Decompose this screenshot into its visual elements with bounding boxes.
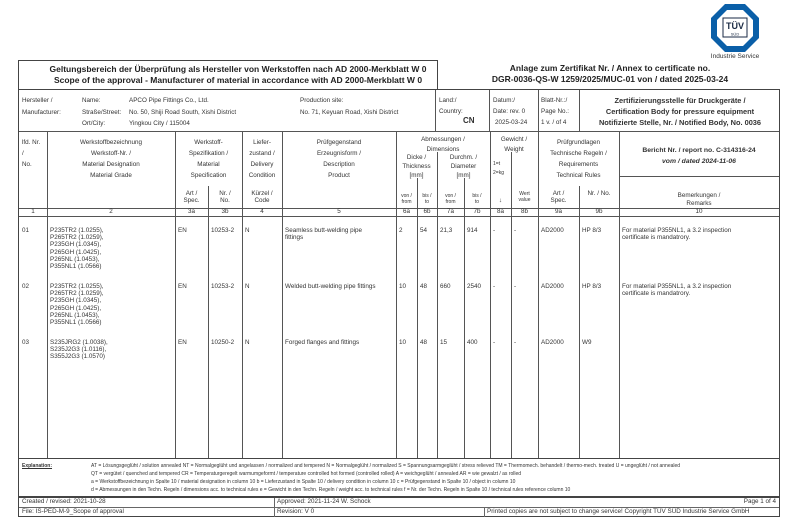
header-diameter-to: bis / to bbox=[472, 193, 482, 205]
city-label: Ort/City: bbox=[82, 120, 106, 127]
file-name: File: IS-PED-M-9_Scope of approval bbox=[22, 508, 124, 515]
col-number: 7a bbox=[446, 208, 454, 215]
header-rules: Prüfgrundlagen Technische Regeln / Requirements Technical Rules bbox=[550, 139, 607, 179]
svg-text:TÜV: TÜV bbox=[726, 21, 744, 31]
manufacturer-street: No. 50, Shiji Road South, Xishi District bbox=[129, 109, 237, 116]
report-date: vom / dated 2024-11-06 bbox=[662, 158, 736, 165]
page-value: 1 v. / of 4 bbox=[541, 119, 567, 126]
col-number: 2 bbox=[109, 208, 113, 215]
country-label: Land:/ bbox=[439, 97, 457, 104]
date-value: 2025-03-24 bbox=[495, 119, 528, 126]
col-number: 3a bbox=[187, 208, 195, 215]
header-spec-art: Art / Spec. bbox=[183, 190, 200, 204]
country-label-en: Country: bbox=[439, 108, 463, 115]
approved-by: Approved: 2021-11-24 W. Schock bbox=[277, 498, 371, 505]
header-delivery-code: Kürzel / Code bbox=[251, 190, 273, 204]
header-rules-nr: Nr. / No. bbox=[587, 190, 611, 197]
document-footer bbox=[18, 497, 780, 517]
explanation-line: a = Werkstoffbezeichnung in Spalte 10 / material designation in column 10 b = Lieferzustand in Spalte 10 / delivery condition in column 10 c = Prüfgegenstand in Spalte 10 / object in column 10 bbox=[91, 479, 516, 485]
col-number: 8a bbox=[496, 208, 504, 215]
cert-body-line-2: Certification Body for pressure equipment bbox=[605, 107, 755, 116]
country-value: CN bbox=[463, 116, 475, 125]
header-specification: Werkstoff- Spezifikation / Material Specification bbox=[188, 139, 229, 179]
header-thickness: Dicke / Thickness [mm] bbox=[402, 154, 431, 179]
header-spec-nr: Nr. / No. bbox=[219, 190, 231, 204]
annex-line-1: Anlage zum Zertifikat Nr. / Annex to certificate no. bbox=[509, 63, 711, 73]
created-date: Created / revised: 2021-10-28 bbox=[22, 498, 106, 505]
explanation-legend bbox=[18, 459, 780, 497]
col-number: 3b bbox=[221, 208, 229, 215]
production-site: No. 71, Keyuan Road, Xishi District bbox=[300, 109, 399, 116]
col-number: 7b bbox=[473, 208, 481, 215]
annex-certificate-number: DGR-0036-QS-W 1259/2025/MUC-01 von / dated 2025-03-24 bbox=[491, 74, 729, 84]
tuv-octagon-icon bbox=[710, 3, 760, 53]
material-list: S235JRG2 (1.0038), S235J2G3 (1.0116), S355J2G3 (1.0570) bbox=[50, 339, 108, 361]
col-number: 4 bbox=[260, 208, 264, 215]
header-material: Werkstoffbezeichnung Werkstoff-Nr. / Material Designation Material Grade bbox=[79, 139, 143, 179]
header-thickness-from: von / from bbox=[401, 193, 412, 205]
explanation-label: Explanation: bbox=[22, 463, 53, 469]
col-number: 9b bbox=[595, 208, 603, 215]
title-line-en: Scope of the approval - Manufacturer of material in accordance with AD 2000-Merkblatt W 0 bbox=[53, 75, 423, 85]
production-site-label: Production site: bbox=[300, 97, 344, 104]
cert-body-line-1: Zertifizierungsstelle für Druckgeräte / bbox=[614, 96, 746, 105]
col-number: 1 bbox=[31, 208, 35, 215]
material-list: P235TR2 (1.0255), P265TR2 (1.0259), P235GH (1.0345), P265GH (1.0425), P265NL (1.0453), P355NL1 (1.0566) bbox=[50, 283, 104, 327]
material-list: P235TR2 (1.0255), P265TR2 (1.0259), P235GH (1.0345), P265GH (1.0425), P265NL (1.0453), P355NL1 (1.0566) bbox=[50, 227, 104, 271]
header-rules-art: Art / Spec. bbox=[550, 190, 567, 204]
manufacturer-label-en: Manufacturer: bbox=[22, 109, 61, 116]
col-number: 6b bbox=[423, 208, 431, 215]
cert-body-line-3: Notifizierte Stelle, Nr. / Notified Body, No. 0036 bbox=[598, 118, 762, 127]
date-label: Datum:/ bbox=[493, 97, 516, 104]
page-label-en: Page No.: bbox=[541, 108, 570, 115]
copyright-notice: Printed copies are not subject to change service! Copyright TÜV SÜD Industrie Service GmbH bbox=[487, 508, 750, 515]
header-thickness-to: bis / to bbox=[422, 193, 432, 205]
revision: Revision: V 0 bbox=[277, 508, 315, 515]
annex-reference bbox=[440, 63, 780, 85]
header-weight-value: Wert value bbox=[518, 191, 531, 203]
header-product: Prüfgegenstand Erzeugnisform / Description Product bbox=[316, 139, 362, 179]
manufacturer-city: Yingkou City / 115004 bbox=[129, 120, 190, 127]
header-remarks: Bemerkungen / Remarks bbox=[677, 192, 721, 207]
col-number: 5 bbox=[337, 208, 341, 215]
logo-caption: Industrie Service bbox=[710, 53, 760, 60]
tuv-sud-logo bbox=[710, 3, 760, 53]
report-number: Bericht Nr. / report no. C-314316-24 bbox=[642, 147, 756, 154]
explanation-line: AT = Lösungsgeglüht / solution annealed NT = Normalgeglüht und angelassen / normalized and tempered N = Normalgeglüht / normalized S = Spannungsarmgeglüht / stress relieved TM = Thermomech. behandelt / thermo-mech. treated U = ungeglüht / not annealed bbox=[91, 463, 681, 469]
header-no: lfd. Nr. / No. bbox=[22, 139, 41, 168]
manufacturer-name: APCO Pipe Fittings Co., Ltd. bbox=[129, 97, 209, 104]
arrow-down-icon: ↓ bbox=[498, 197, 503, 204]
manufacturer-label: Hersteller / bbox=[22, 97, 53, 104]
header-diameter-from: von / from bbox=[445, 193, 456, 205]
page-label: Blatt-Nr.:/ bbox=[541, 97, 568, 104]
certification-body bbox=[579, 95, 781, 128]
col-number: 6a bbox=[402, 208, 410, 215]
col-number: 8b bbox=[520, 208, 528, 215]
header-weight: Gewicht / Weight bbox=[500, 136, 528, 153]
explanation-line: QT = vergütet / quenched and tempered CR = Temperaturgeregelt warmumgeformt / temperature controlled hot formed (controlled rolled) A = weichgeglüht / annealed AR = wie gewalzt / as rolled bbox=[91, 471, 522, 477]
scope-table: Hersteller / Manufacturer: Name: Straße/Street: Ort/City: APCO Pipe Fittings Co., Ltd. No. 50, Shiji Road South, Xishi District Yingkou City / 115004 Production site: No. 71, Keyuan Road, Xishi District Land:/ Country: CN Datum:/ Date: rev. 0 2025-03-24 Blatt-Nr.:/ Page No.: 1 v. / of 4 Zertifizierungsstelle für Druckgeräte / Certification Body for pressure equipment Notifizierte Stelle, Nr. / Notified Body, No. 0036 lfd. Nr. / No. Werkstoffbezeichnung Werkstoff-Nr. / Material Designation Material Grade Werkstoff- Spezifikation / Material Specification Art / Spec. Nr. / No. Liefer- zustand / Delivery Condition Kürzel / Code Prüfgegenstand Erzeugnisform / Description Product Abmessungen / Dimensions Dicke / Thickness [mm] Durchm. / Diameter [mm] von / from bis / to von / from bis / to Gewicht / Weight 1=t 2=kg ↓ Wert value Prüfgrundlagen Technische Regeln / Requirements Technical Rules Art / Spec. Nr. / No. Bericht Nr. / report no. C-314316-24 vom / dated 2024-11-06 Bemerkungen / Remarks 1 2 3a 3b 4 5 6a 6b 7a 7b 8a 8b 9a 9b 10 01 P235TR2 (1.0255), P265TR2 (1.0259), P235GH (1.0345), P265GH (1.0425), P265NL (1.0453), P355NL1 (1.0566) EN 10253-2 N Seamless butt-welding pipe fittings 2 54 21,3 914 - - AD2000 HP 8/3 For material P355NL1, a 3.2 inspection certificate is mandatrory. 02 P235TR2 (1.0255), P265TR2 (1.0259), P235GH (1.0345), P265GH (1.0425), P265NL (1.0453), P355NL1 (1.0566) EN 10253-2 N Welded butt-welding pipe fittings 10 48 660 2540 - - AD2000 HP 8/3 For material P355NL1, a 3.2 inspection certificate is mandatrory. 03 S235JRG2 (1.0038), S235J2G3 (1.0116), S355J2G3 (1.0570) EN 10250-2 N Forged flanges and fittings 10 48 15 400 - - AD2000 W9 bbox=[18, 89, 780, 459]
date-label-en: Date: rev. 0 bbox=[493, 108, 526, 115]
svg-text:SÜD: SÜD bbox=[730, 31, 740, 37]
page-number: Page 1 of 4 bbox=[743, 498, 776, 505]
header-dimensions: Abmessungen / Dimensions bbox=[421, 136, 465, 153]
title-line-de: Geltungsbereich der Überprüfung als Hersteller von Werkstoffen nach AD 2000-Merkblatt W 0 bbox=[49, 64, 427, 74]
report-reference bbox=[619, 145, 779, 167]
col-number: 10 bbox=[695, 208, 703, 215]
document-title bbox=[18, 60, 438, 89]
header-diameter: Durchm. / Diameter [mm] bbox=[449, 154, 478, 179]
col-number: 9a bbox=[554, 208, 562, 215]
header-delivery: Liefer- zustand / Delivery Condition bbox=[248, 139, 276, 179]
header-weight-unit: 1=t 2=kg bbox=[493, 161, 504, 176]
street-label: Straße/Street: bbox=[82, 109, 122, 116]
name-label: Name: bbox=[82, 97, 101, 104]
explanation-line: d = Abmessungen in den Techn. Regeln / dimensions acc. to technical rules e = Gewicht in den Techn. Regeln / weight acc. to technical rules f = Nr. der Techn. Regeln in Spalte 10 / technical rules reference column 10 bbox=[91, 487, 571, 493]
